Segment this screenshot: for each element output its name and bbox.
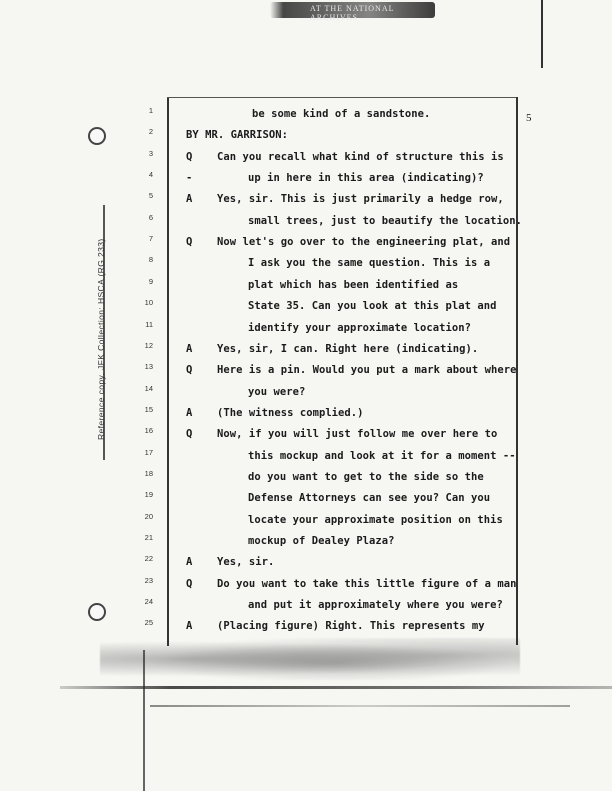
line-text: do you want to get to the side so the xyxy=(248,470,484,483)
line-number: 6 xyxy=(148,212,153,222)
line-number: 2 xyxy=(148,127,153,137)
line-number: 13 xyxy=(144,362,153,372)
line-text: Defense Attorneys can see you? Can you xyxy=(248,492,491,505)
line-number: 10 xyxy=(144,298,153,308)
line-text: BY MR. GARRISON: xyxy=(186,129,288,142)
line-number: 1 xyxy=(148,106,153,115)
line-text: (Placing figure) Right. This represents my xyxy=(217,620,485,633)
speaker-label: A xyxy=(186,193,193,206)
line-text: plat which has been identified as xyxy=(248,278,459,291)
transcript-line xyxy=(0,320,612,340)
transcript-line xyxy=(0,426,612,446)
line-text: and put it approximately where you were? xyxy=(248,599,503,612)
line-number: 24 xyxy=(144,597,153,607)
speaker-label: A xyxy=(186,406,193,419)
transcript-line xyxy=(0,448,612,468)
transcript-line xyxy=(0,149,612,169)
line-number: 14 xyxy=(144,383,153,393)
line-number: 20 xyxy=(144,511,153,521)
photocopy-smudge xyxy=(100,638,520,680)
line-text: be some kind of a sandstone. xyxy=(252,108,431,120)
line-number: 25 xyxy=(144,618,153,628)
archive-stamp xyxy=(270,2,435,22)
line-number: 12 xyxy=(144,340,153,350)
transcript-line xyxy=(0,405,612,425)
transcript-line xyxy=(0,597,612,617)
transcript-line xyxy=(0,127,612,147)
line-text: locate your approximate position on this xyxy=(248,513,503,526)
speaker-label: A xyxy=(186,556,193,569)
transcript-line xyxy=(0,234,612,254)
line-text: Yes, sir. This is just primarily a hedge row, xyxy=(217,193,504,206)
line-number: 17 xyxy=(144,447,153,457)
speaker-label: Q xyxy=(186,364,193,377)
line-number: 4 xyxy=(148,170,153,180)
line-text: Now, if you will just follow me over here to xyxy=(217,428,498,441)
line-text: this mockup and look at it for a moment -- xyxy=(248,449,516,462)
transcript-frame-top xyxy=(167,97,518,98)
page-number: 5 xyxy=(526,112,532,124)
transcript-line xyxy=(0,170,612,190)
line-text: mockup of Dealey Plaza? xyxy=(248,535,395,547)
transcript-line xyxy=(0,533,612,553)
line-number: 3 xyxy=(148,148,153,158)
line-number: 22 xyxy=(144,554,153,564)
line-number: 18 xyxy=(144,468,153,478)
line-number: 9 xyxy=(148,276,153,286)
archive-stamp-text: AT THE NATIONAL ARCHIVES xyxy=(310,4,395,22)
line-text: Now let's go over to the engineering plat, and xyxy=(217,236,511,249)
photocopy-streak-lower xyxy=(150,705,570,707)
line-number: 15 xyxy=(144,404,153,414)
line-text: Do you want to take this little figure of a man xyxy=(217,577,517,590)
reference-copy-stamp: Reference copy, JFK Collection: HSCA (RG 233) xyxy=(96,238,106,440)
line-number: 19 xyxy=(144,490,153,500)
line-text: you were? xyxy=(248,385,306,398)
transcript-line xyxy=(0,384,612,404)
transcript-line xyxy=(0,341,612,361)
transcript-line xyxy=(0,554,612,574)
line-text: small trees, just to beautify the location. xyxy=(248,214,522,227)
speaker-label: Q xyxy=(186,577,193,590)
edge-mark xyxy=(541,0,543,68)
photocopy-vertical-streak xyxy=(143,650,145,791)
transcript-line xyxy=(0,490,612,510)
line-text: (The witness complied.) xyxy=(217,406,364,419)
line-number: 21 xyxy=(144,533,153,542)
line-text: Here is a pin. Would you put a mark about where xyxy=(217,364,517,377)
transcript-line xyxy=(0,469,612,489)
line-number: 16 xyxy=(144,426,153,436)
transcript-line xyxy=(0,191,612,211)
transcript-line xyxy=(0,213,612,233)
line-text: Yes, sir. xyxy=(217,556,275,569)
line-number: 7 xyxy=(148,234,153,244)
line-text: Yes, sir, I can. Right here (indicating). xyxy=(217,342,479,355)
line-text: up in here in this area (indicating)? xyxy=(248,172,484,185)
line-number: 5 xyxy=(148,191,153,201)
transcript-line xyxy=(0,512,612,532)
transcript-line xyxy=(0,618,612,638)
line-text: State 35. Can you look at this plat and xyxy=(248,300,497,313)
speaker-label: Q xyxy=(186,236,193,249)
transcript-line xyxy=(0,576,612,596)
line-number: 8 xyxy=(148,255,153,265)
line-number: 11 xyxy=(145,319,153,329)
speaker-label: A xyxy=(186,342,193,355)
line-number: 23 xyxy=(144,575,153,585)
speaker-label: A xyxy=(186,620,193,633)
line-text: identify your approximate location? xyxy=(248,321,472,334)
transcript-line xyxy=(0,362,612,382)
transcript-line xyxy=(0,255,612,275)
transcript-line xyxy=(0,298,612,318)
line-text: Can you recall what kind of structure this is xyxy=(217,150,504,163)
speaker-label: - xyxy=(186,172,193,185)
speaker-label: Q xyxy=(186,150,193,163)
speaker-label: Q xyxy=(186,428,193,441)
transcript-line xyxy=(0,106,612,126)
transcript-line xyxy=(0,277,612,297)
line-text: I ask you the same question. This is a xyxy=(248,257,491,270)
